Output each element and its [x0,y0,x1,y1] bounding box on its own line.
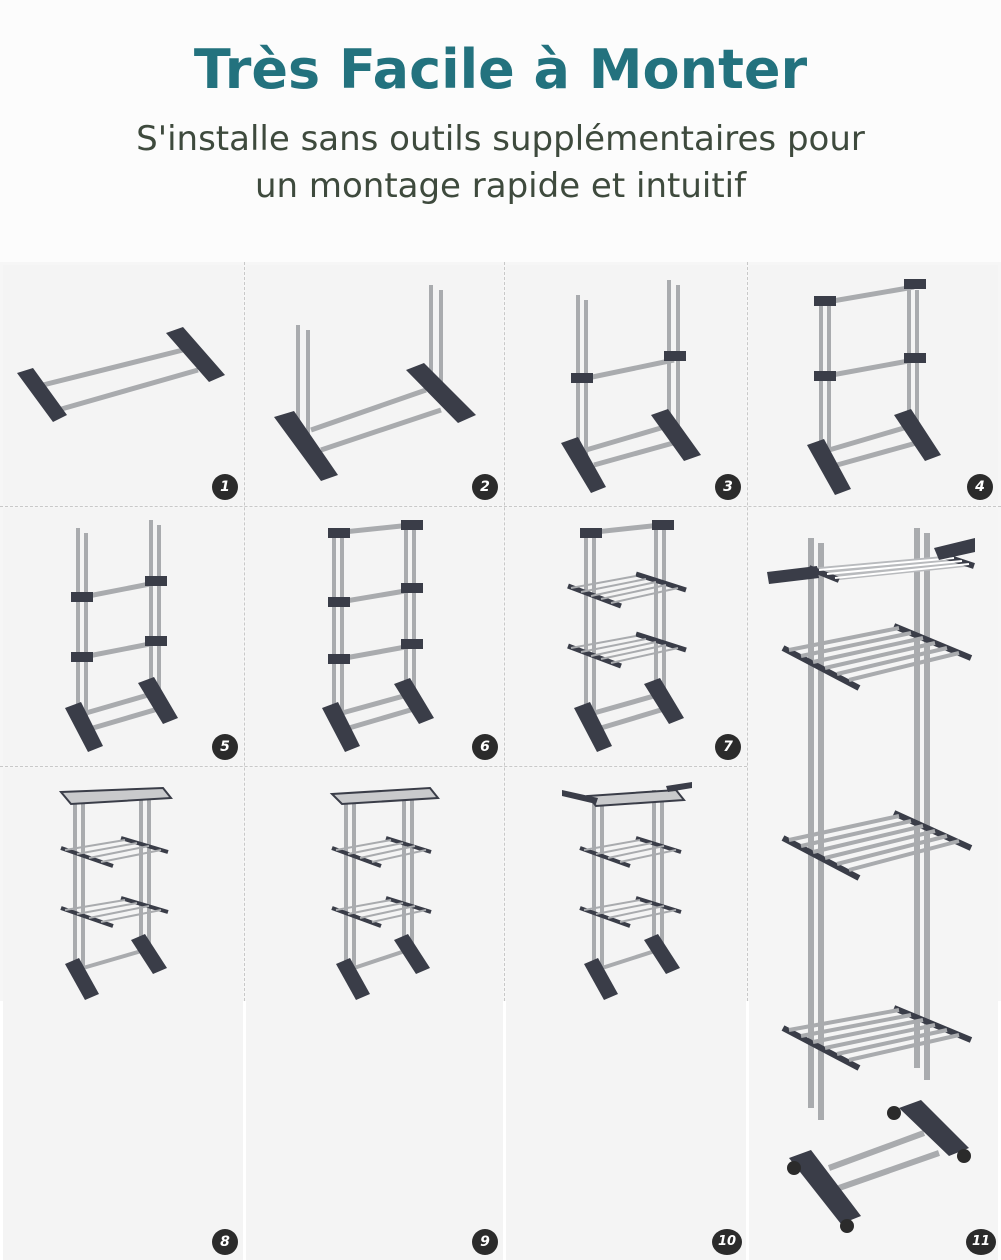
step-2-panel [246,265,503,505]
step-5-illustration [3,508,243,765]
step-3-illustration [506,265,746,505]
grid-divider [0,766,747,767]
step-number-badge: 9 [472,1229,498,1255]
assembly-steps-grid [0,262,1001,1250]
header [0,0,1001,262]
grid-divider [504,262,505,1001]
page-subtitle [0,116,1001,210]
subtitle-line-2: un montage rapide et intuitif [254,166,747,206]
step-1-illustration [3,265,243,505]
step-11-illustration [749,508,998,1260]
step-number-badge: 4 [967,474,993,500]
step-1-panel [3,265,243,505]
step-5-panel [3,508,243,765]
step-8-panel [3,768,243,1260]
step-11-panel [749,508,998,1260]
step-3-panel [506,265,746,505]
step-6-illustration [246,508,503,765]
step-2-illustration [246,265,503,505]
step-number-badge: 2 [472,474,498,500]
step-7-panel [506,508,746,765]
step-number-badge: 8 [212,1229,238,1255]
step-number-badge: 3 [715,474,741,500]
subtitle-line-1: S'installe sans outils supplémentaires pour [136,119,865,159]
step-8-illustration [3,768,243,1002]
step-number-badge: 6 [472,734,498,760]
step-9-panel [246,768,503,1260]
step-number-badge: 11 [966,1229,996,1255]
step-number-badge: 5 [212,734,238,760]
page-title: Très Facile à Monter [193,38,808,101]
step-4-panel [749,265,998,505]
step-number-badge: 10 [712,1229,742,1255]
step-10-panel [506,768,746,1260]
step-10-illustration [506,768,746,1002]
step-7-illustration [506,508,746,765]
step-6-panel [246,508,503,765]
step-9-illustration [246,768,503,1002]
grid-divider [0,506,1001,507]
step-number-badge: 7 [715,734,741,760]
step-number-badge: 1 [212,474,238,500]
grid-divider [244,262,245,1001]
grid-divider [747,262,748,1001]
step-4-illustration [749,265,998,505]
